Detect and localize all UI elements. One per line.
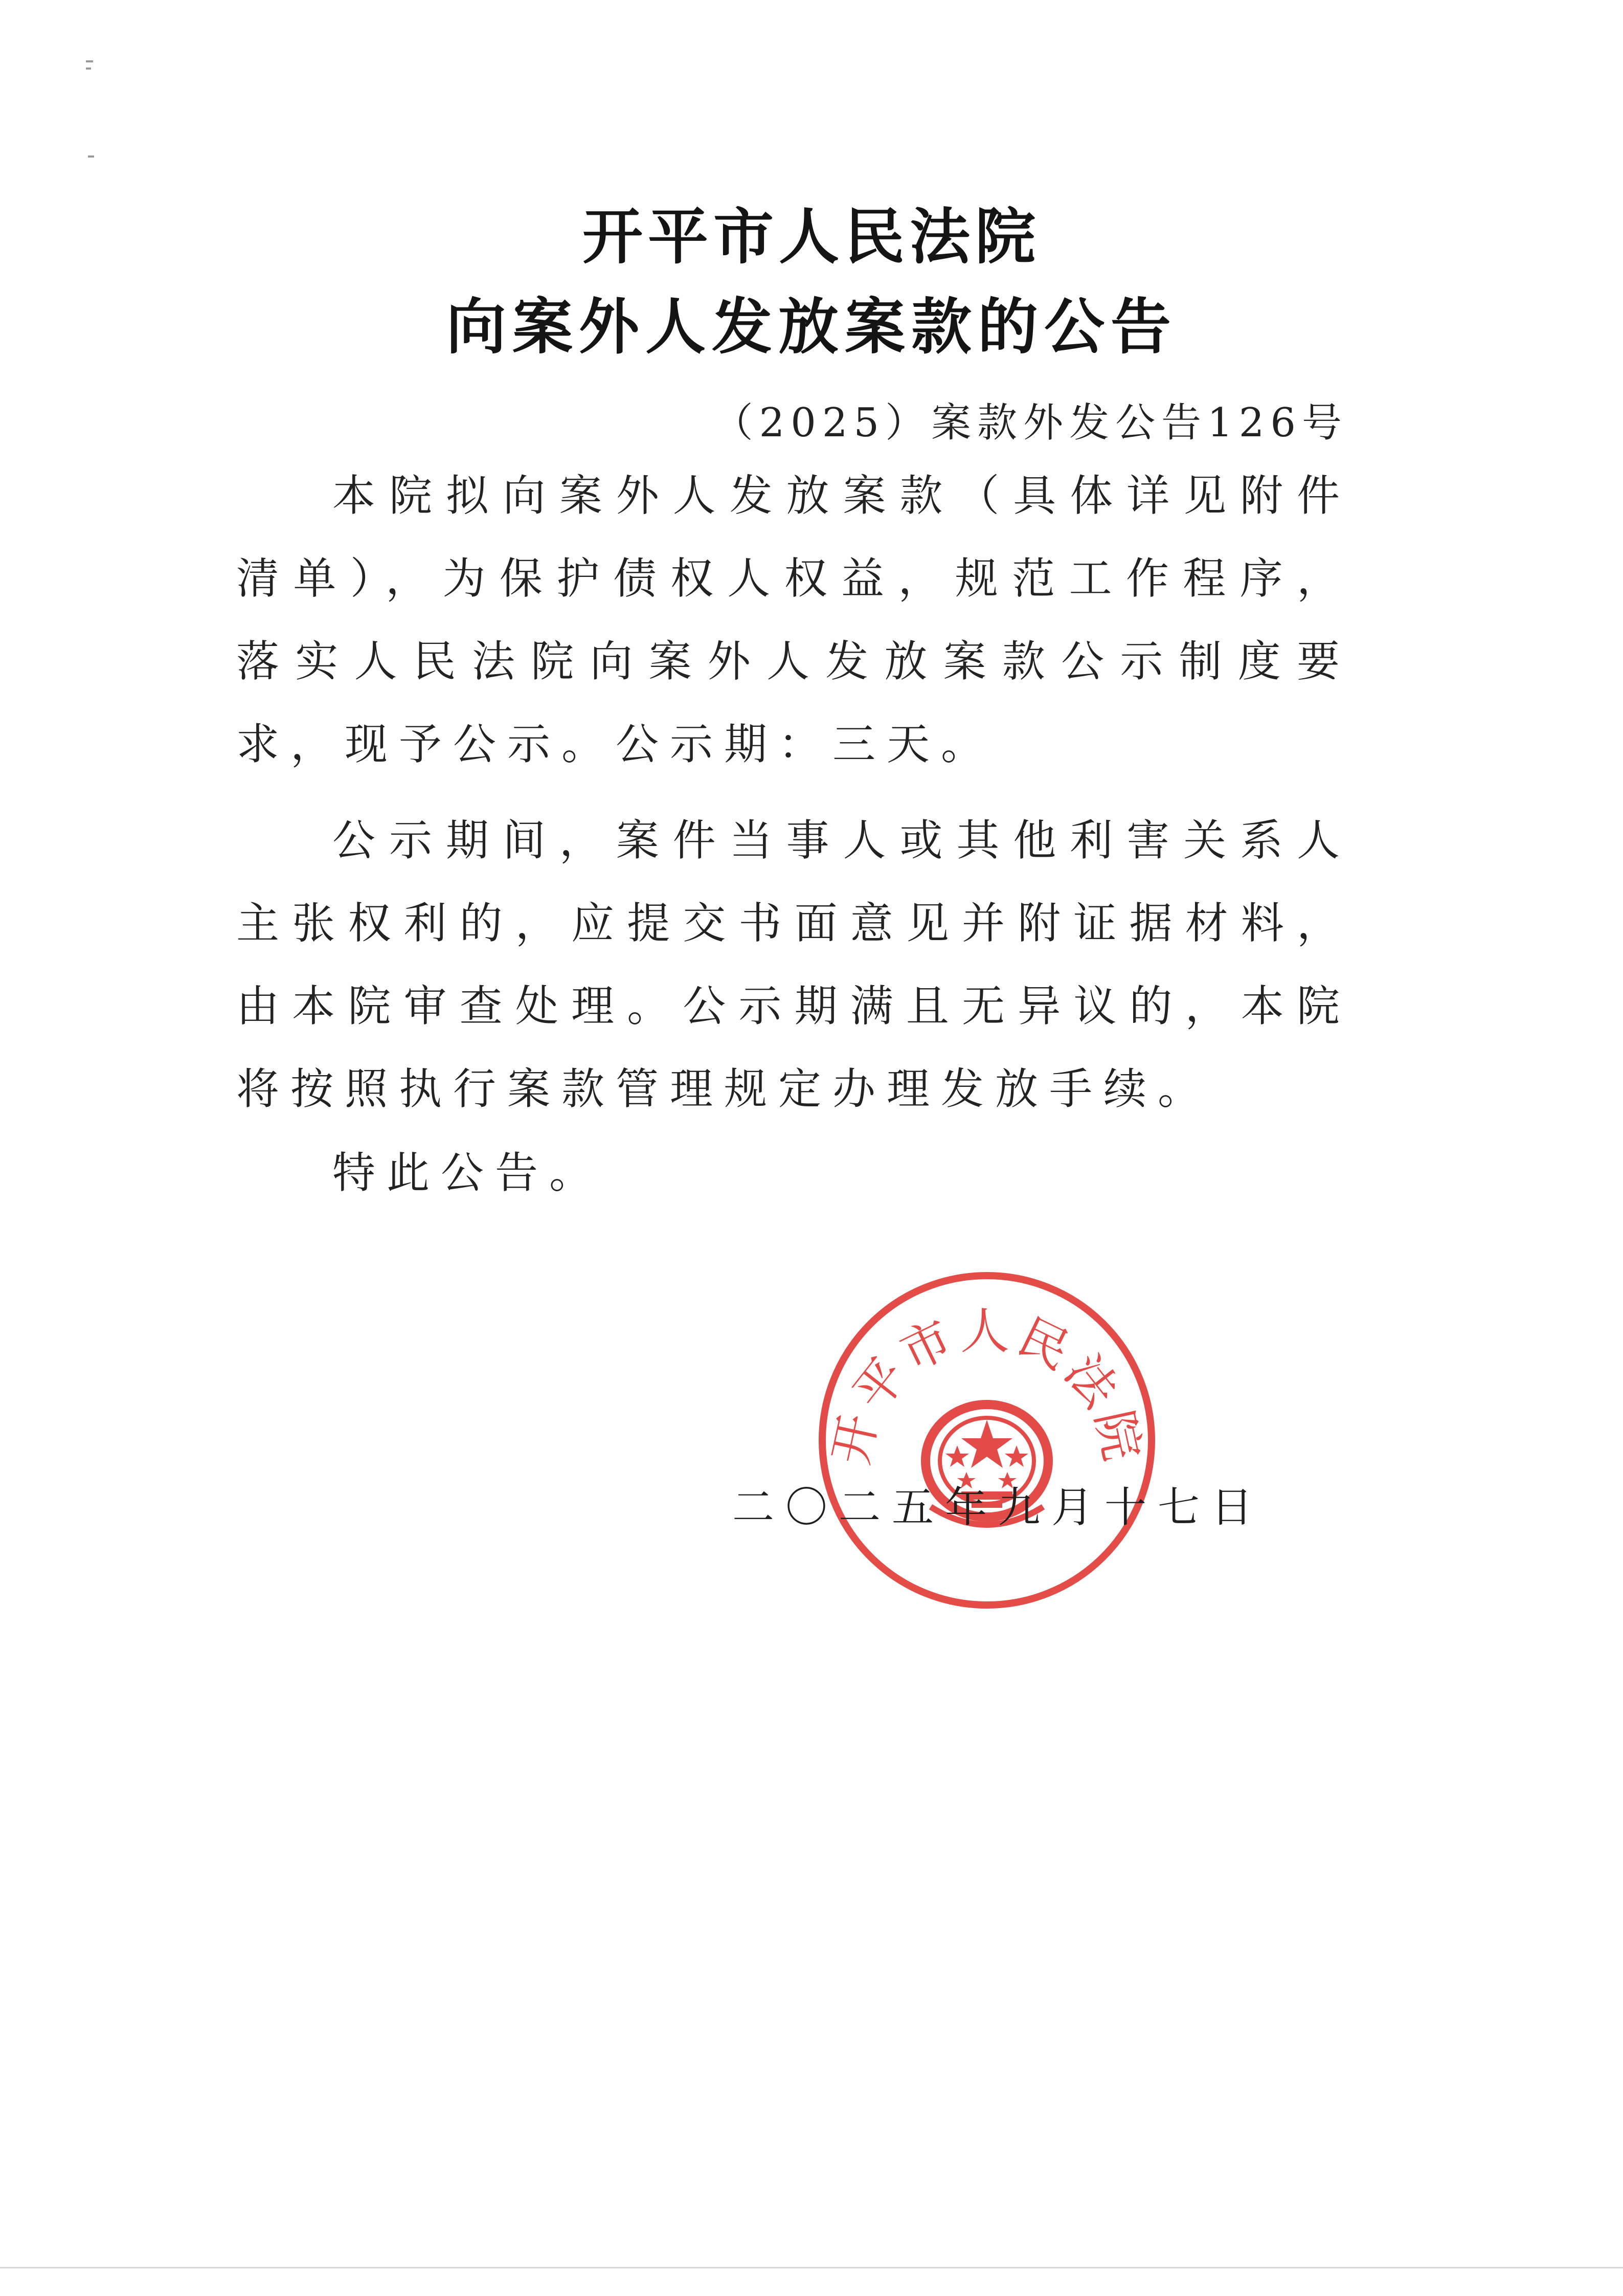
scan-artifact <box>86 60 93 62</box>
signature-date: 二〇二五年九月十七日 <box>732 1483 1265 1532</box>
court-seal-stamp <box>813 1266 1161 1614</box>
page-edge-line <box>0 2267 1623 2268</box>
paragraph-objection-procedure: 公示期间，案件当事人或其他利害关系人主张权利的，应提交书面意见并附证据材料，由本院审查处理。公示期满且无异议的，本院将按照执行案款管理规定办理发放手续。 <box>236 815 1351 1114</box>
announcement-title: 向案外人发放案款的公告 <box>445 292 1177 362</box>
seal-text: 开平市人民法院 <box>822 1302 1152 1469</box>
scan-artifact <box>86 68 91 70</box>
scan-artifact <box>88 155 94 158</box>
paragraph-closing: 特此公告。 <box>332 1148 604 1198</box>
paragraph-announcement: 本院拟向案外人发放案款（具体详见附件清单），为保护债权人权益，规范工作程序，落实人民法院向案外人发放案款公示制度要求，现予公示。公示期：三天。 <box>236 471 1351 769</box>
court-name-title: 开平市人民法院 <box>582 202 1041 272</box>
document-number: （2025）案款外发公告126号 <box>713 400 1348 446</box>
